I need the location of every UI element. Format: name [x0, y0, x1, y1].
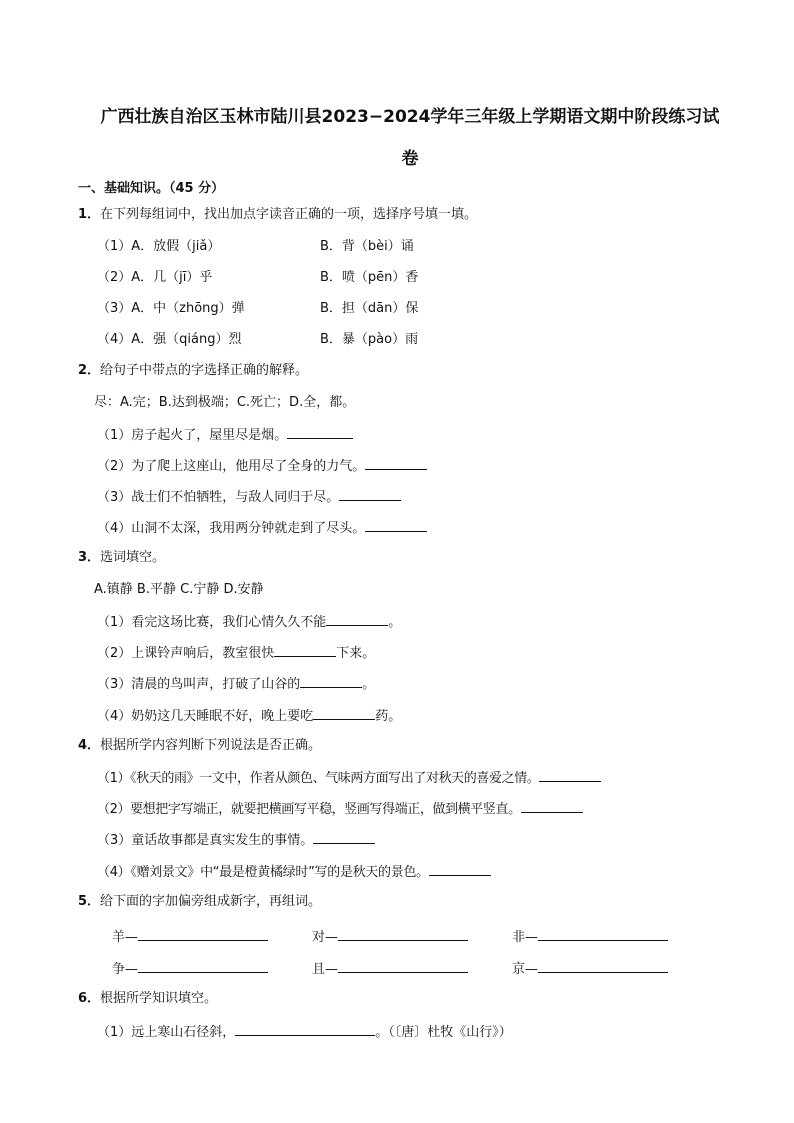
q3-item [97, 612, 401, 632]
q2-item [97, 425, 353, 445]
answer-blank[interactable] [339, 487, 401, 501]
q1-option-b: B．担（dān）保 [320, 301, 419, 316]
question-text: 选词填空。 [100, 550, 166, 565]
question-text: 根据所学内容判断下列说法是否正确。 [100, 738, 322, 753]
answer-blank[interactable] [235, 1022, 375, 1036]
q4-item [97, 862, 491, 882]
question-1-stem [78, 206, 477, 224]
answer-blank[interactable] [138, 959, 268, 973]
answer-blank[interactable] [313, 830, 375, 844]
q3-item [97, 706, 401, 726]
item-text-after: 下来。 [336, 646, 376, 661]
question-text: 在下列每组词中，找出加点字读音正确的一项，选择序号填一填。 [100, 207, 478, 222]
q6-item [97, 1022, 512, 1042]
item-text-after: 药。 [375, 709, 402, 724]
item-text: （1）看完这场比赛，我们心情久久不能 [97, 615, 327, 630]
question-text: 给句子中带点的字选择正确的解释。 [100, 363, 309, 378]
item-text-after: 。 [362, 677, 376, 692]
radical-item [312, 959, 468, 979]
answer-blank[interactable] [365, 456, 427, 470]
char-label: 非— [512, 930, 539, 945]
item-text: （4）奶奶这几天睡眠不好，晚上要吃 [97, 709, 314, 724]
q4-item [97, 768, 601, 788]
answer-blank[interactable] [521, 799, 583, 813]
answer-blank[interactable] [338, 959, 468, 973]
q1-option-b: B．暴（pào）雨 [320, 332, 419, 347]
answer-blank[interactable] [313, 706, 375, 720]
q1-option-b: B．喷（pēn）香 [320, 270, 419, 285]
exam-title-line-2: 卷 [401, 149, 419, 169]
item-text: （2）要想把字写端正，就要把横画写平稳，竖画写得端正，做到横平竖直。 [97, 802, 521, 817]
item-text: （3）清晨的鸟叫声，打破了山谷的 [97, 677, 301, 692]
char-label: 争— [112, 962, 139, 977]
answer-blank[interactable] [429, 862, 491, 876]
item-text: （1）远上寒山石径斜， [97, 1025, 236, 1040]
char-label: 且— [312, 962, 339, 977]
question-2-stem [78, 362, 308, 380]
answer-blank[interactable] [365, 518, 427, 532]
item-text-after: 。 [388, 615, 402, 630]
radical-item [112, 959, 268, 979]
question-text: 给下面的字加偏旁组成新字，再组词。 [100, 894, 322, 909]
answer-blank[interactable] [287, 425, 353, 439]
q2-definitions: 尽：A.完；B.达到极端；C.死亡；D.全，都。 [94, 395, 356, 410]
q2-item [97, 487, 401, 507]
question-text: 根据所学知识填空。 [100, 991, 218, 1006]
answer-blank[interactable] [274, 643, 336, 657]
q2-item [97, 518, 427, 538]
answer-blank[interactable] [326, 612, 388, 626]
answer-blank[interactable] [300, 674, 362, 688]
question-number: 3． [78, 550, 101, 565]
answer-blank[interactable] [538, 959, 668, 973]
q4-item [97, 830, 375, 850]
item-text-after: 。（〔唐〕杜牧《山行》） [375, 1025, 512, 1040]
q1-option-a: （4）A．强（qiáng）烈 [97, 332, 242, 347]
radical-item [312, 927, 468, 947]
exam-title-line-1: 广西壮族自治区玉林市陆川县2023−2024学年三年级上学期语文期中阶段练习试 [100, 107, 720, 127]
question-number: 5． [78, 894, 101, 909]
question-number: 2． [78, 363, 101, 378]
q2-item [97, 456, 427, 476]
q1-option-a: （3）A．中（zhōng）弹 [97, 301, 245, 316]
char-label: 对— [312, 930, 339, 945]
item-text: （2）为了爬上这座山，他用尽了全身的力气。 [97, 459, 366, 474]
item-text: （2）上课铃声响后，教室很快 [97, 646, 275, 661]
radical-item [512, 959, 668, 979]
answer-blank[interactable] [538, 927, 668, 941]
question-4-stem [78, 737, 321, 755]
item-text: （3）战士们不怕牺牲，与敌人同归于尽。 [97, 490, 340, 505]
item-text: （1）《秋天的雨》一文中，作者从颜色、气味两方面写出了对秋天的喜爱之情。 [97, 771, 540, 786]
radical-item [512, 927, 668, 947]
item-text: （4）《赠刘景文》中“最是橙黄橘绿时”写的是秋天的景色。 [97, 865, 429, 880]
answer-blank[interactable] [539, 768, 601, 782]
char-label: 京— [512, 962, 539, 977]
answer-blank[interactable] [338, 927, 468, 941]
item-text: （3）童话故事都是真实发生的事情。 [97, 833, 314, 848]
question-6-stem [78, 990, 217, 1008]
radical-item [112, 927, 268, 947]
char-label: 羊— [112, 930, 139, 945]
q1-option-a: （2）A．几（jī）乎 [97, 270, 213, 285]
q3-item [97, 674, 375, 694]
question-5-stem [78, 893, 321, 911]
item-text: （1）房子起火了，屋里尽是烟。 [97, 428, 288, 443]
item-text: （4）山洞不太深，我用两分钟就走到了尽头。 [97, 521, 366, 536]
question-number: 1． [78, 207, 101, 222]
q4-item [97, 799, 583, 819]
q3-word-options: A.镇静 B.平静 C.宁静 D.安静 [94, 582, 264, 597]
question-number: 4． [78, 738, 101, 753]
answer-blank[interactable] [138, 927, 268, 941]
section-heading: 一、基础知识。（45 分） [78, 181, 225, 196]
question-number: 6． [78, 991, 101, 1006]
question-3-stem [78, 549, 165, 567]
q1-option-a: （1）A．放假（jiǎ） [97, 239, 221, 254]
q3-item [97, 643, 375, 663]
q1-option-b: B．背（bèi）诵 [320, 239, 414, 254]
